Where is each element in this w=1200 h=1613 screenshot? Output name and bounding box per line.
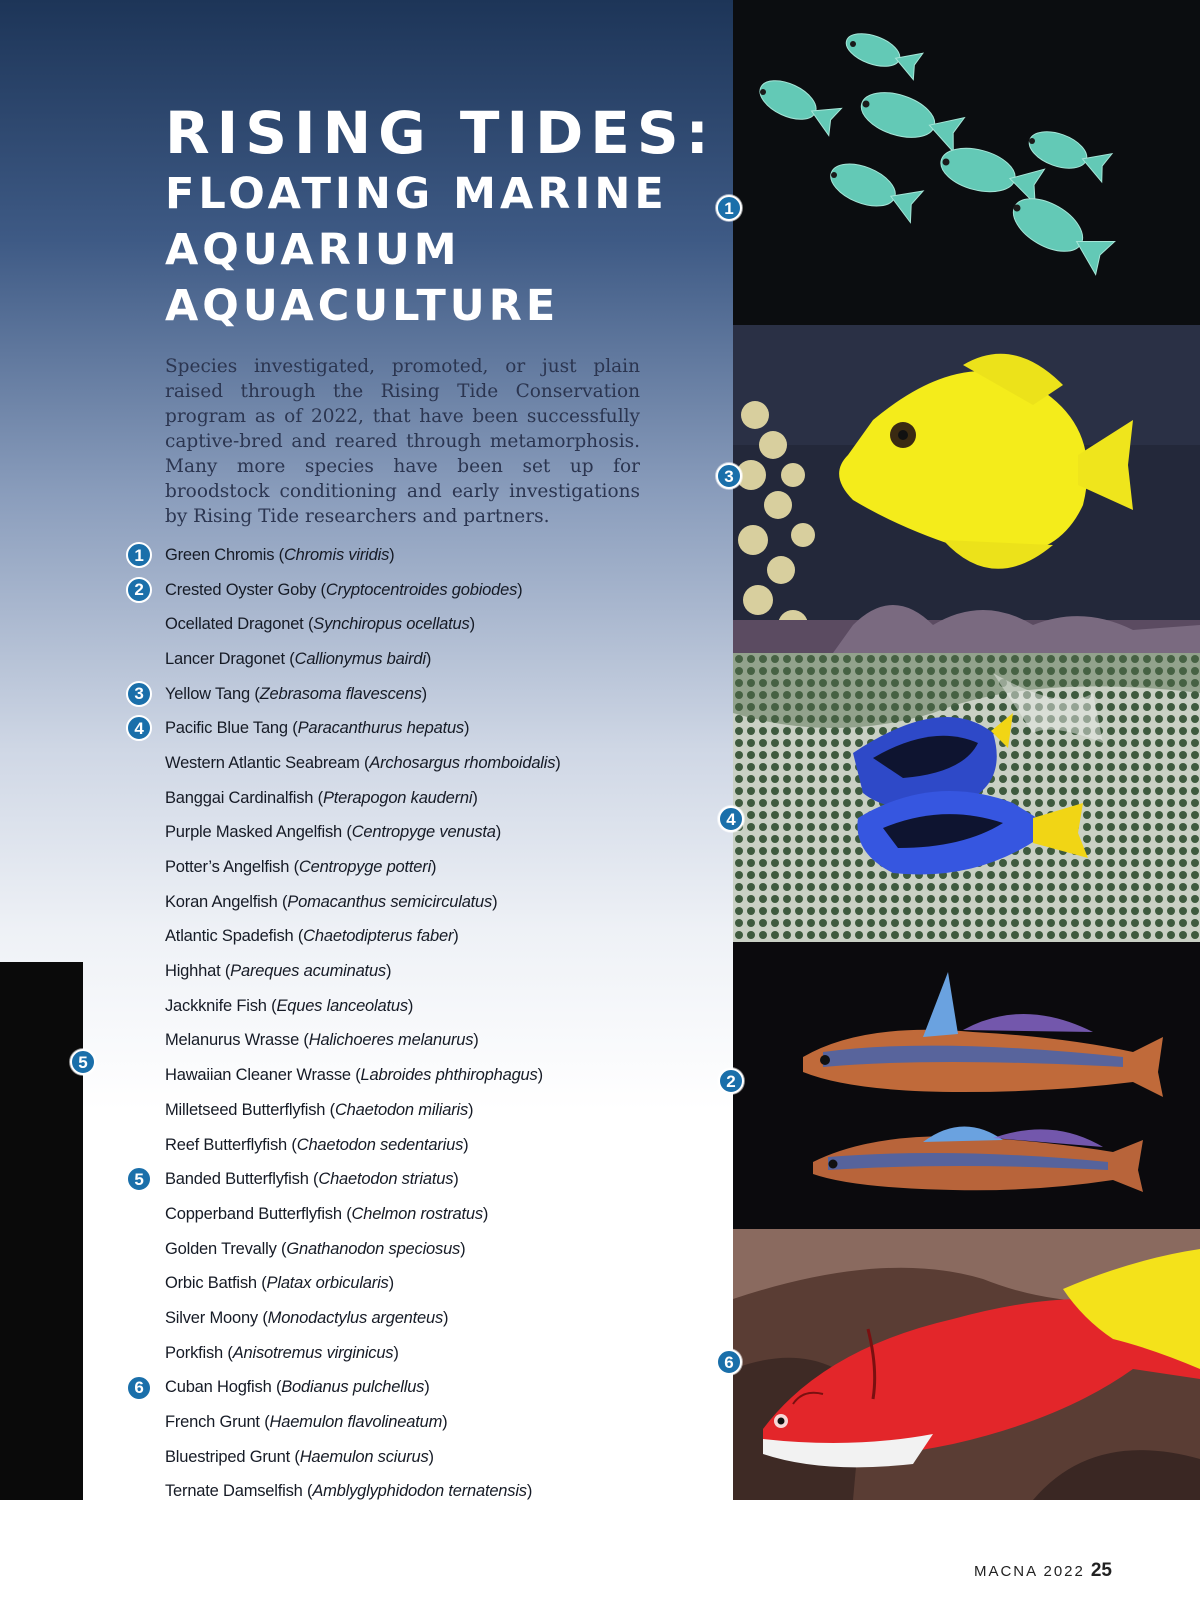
species-scientific-name: Centropyge venusta [351,823,496,842]
species-common-name: Cuban Hogfish [165,1378,272,1397]
species-item: Potter’s Angelfish ( Centropyge potteri ) [165,858,437,877]
species-item: Jackknife Fish ( Eques lanceolatus ) [165,996,414,1015]
publication-name: MACNA 2022 [973,1563,1085,1580]
species-item: Hawaiian Cleaner Wrasse ( Labroides phthirophagus ) [165,1066,543,1085]
species-scientific-name: Zebrasoma flavescens [259,684,422,703]
species-common-name: Porkfish [165,1343,224,1362]
species-scientific-name: Amblyglyphidodon ternatensis [312,1482,527,1501]
photo-badge-goby: 2 [718,1068,744,1094]
species-scientific-name: Chaetodon sedentarius [296,1135,464,1154]
species-scientific-name: Cryptocentroides gobiodes [325,580,518,599]
species-item: Atlantic Spadefish ( Chaetodipterus faber ) [165,927,459,946]
species-scientific-name: Labroides phthirophagus [360,1066,538,1085]
species-common-name: Green Chromis [165,545,275,564]
species-common-name: Pacific Blue Tang [165,719,288,738]
species-common-name: Koran Angelfish [165,892,278,911]
species-item: Koran Angelfish ( Pomacanthus semicirculatus ) [165,892,498,911]
species-scientific-name: Pterapogon kauderni [322,788,473,807]
species-scientific-name: Synchiropus ocellatus [313,615,470,634]
species-scientific-name: Gnathanodon speciosus [286,1239,461,1258]
photo-badge-blue-tang: 4 [718,806,744,832]
species-common-name: Western Atlantic Seabream [165,753,360,772]
species-item: 4 Pacific Blue Tang ( Paracanthurus hepatus ) [126,711,561,746]
species-item: Bluestriped Grunt ( Haemulon sciurus ) [165,1447,434,1466]
species-scientific-name: Chaetodipterus faber [303,927,454,946]
species-common-name: Jackknife Fish [165,996,267,1015]
species-common-name: Hawaiian Cleaner Wrasse [165,1066,351,1085]
species-scientific-name: Centropyge potteri [298,858,432,877]
species-item: 6 Cuban Hogfish ( Bodianus pulchellus ) [126,1371,561,1406]
species-scientific-name: Anisotremus virginicus [232,1343,394,1362]
species-common-name: Milletseed Butterflyfish [165,1100,326,1119]
species-scientific-name: Platax orbicularis [266,1274,389,1293]
article-title: RISING TIDES: [165,99,716,167]
species-number-badge: 6 [126,1375,152,1401]
species-item: 1 Green Chromis ( Chromis viridis ) [126,538,561,573]
species-common-name: Purple Masked Angelfish [165,823,343,842]
species-item: 5 Banded Butterflyfish ( Chaetodon striatus ) [126,1162,561,1197]
species-common-name: Atlantic Spadefish [165,927,294,946]
species-item: 3 Yellow Tang ( Zebrasoma flavescens ) [126,677,561,712]
species-scientific-name: Pomacanthus semicirculatus [287,892,493,911]
species-item: Milletseed Butterflyfish ( Chaetodon miliaris ) [165,1100,474,1119]
species-item: Reef Butterflyfish ( Chaetodon sedentarius ) [165,1135,469,1154]
species-item: Golden Trevally ( Gnathanodon speciosus ) [165,1239,466,1258]
blue-tang-photo [733,653,1200,942]
species-item: Ocellated Dragonet ( Synchiropus ocellatus ) [165,615,475,634]
species-common-name: French Grunt [165,1413,260,1432]
species-item: Purple Masked Angelfish ( Centropyge venusta ) [165,823,502,842]
species-item: Lancer Dragonet ( Callionymus bairdi ) [165,649,432,668]
species-scientific-name: Eques lanceolatus [276,996,408,1015]
species-scientific-name: Paracanthurus hepatus [297,719,464,738]
intro-paragraph: Species investigated, promoted, or just plain raised through the Rising Tide Conservation program as of 2022, that have been successfully captive-bred and reared through metamorphosis. Many more species have been set up for broodstock conditioning and early investigations by Rising Tide researchers and partners. [165,356,640,527]
species-common-name: Potter’s Angelfish [165,858,290,877]
species-common-name: Banggai Cardinalfish [165,788,314,807]
butterflyfish-photo-edge [0,962,83,1500]
green-chromis-photo [733,0,1200,325]
species-common-name: Crested Oyster Goby [165,580,317,599]
page-footer [974,1560,1112,1582]
species-scientific-name: Chaetodon striatus [318,1170,454,1189]
species-scientific-name: Chaetodon miliaris [334,1100,469,1119]
species-item: Western Atlantic Seabream ( Archosargus rhomboidalis ) [165,753,561,772]
species-scientific-name: Pareques acuminatus [230,962,386,981]
species-common-name: Copperband Butterflyfish [165,1204,342,1223]
species-item: Silver Moony ( Monodactylus argenteus ) [165,1308,449,1327]
hogfish-photo [733,1229,1200,1500]
article-subtitle: FLOATING MARINE AQUARIUM AQUACULTURE [165,169,668,331]
species-item: Banggai Cardinalfish ( Pterapogon kauderni ) [165,788,478,807]
species-list [126,538,561,1509]
species-common-name: Orbic Batfish [165,1274,257,1293]
page-number: 25 [1090,1560,1112,1581]
species-item: Highhat ( Pareques acuminatus ) [165,962,392,981]
goby-photo [733,942,1200,1229]
species-scientific-name: Halichoeres melanurus [308,1031,474,1050]
species-scientific-name: Callionymus bairdi [294,649,426,668]
species-number-badge: 3 [126,681,152,707]
photo-badge-green-chromis: 1 [716,195,742,221]
species-common-name: Ocellated Dragonet [165,615,304,634]
species-scientific-name: Monodactylus argenteus [267,1308,444,1327]
species-scientific-name: Haemulon sciurus [299,1447,429,1466]
species-item: Ternate Damselfish ( Amblyglyphidodon ternatensis ) [165,1482,533,1501]
species-common-name: Reef Butterflyfish [165,1135,288,1154]
species-common-name: Bluestriped Grunt [165,1447,290,1466]
species-common-name: Highhat [165,962,221,981]
species-scientific-name: Haemulon flavolineatum [269,1413,443,1432]
species-common-name: Melanurus Wrasse [165,1031,300,1050]
species-common-name: Lancer Dragonet [165,649,285,668]
species-item: Orbic Batfish ( Platax orbicularis ) [165,1274,394,1293]
species-common-name: Ternate Damselfish [165,1482,303,1501]
species-number-badge: 4 [126,715,152,741]
species-common-name: Golden Trevally [165,1239,277,1258]
photo-badge-hogfish: 6 [716,1349,742,1375]
yellow-tang-photo [733,325,1200,653]
species-item: 2 Crested Oyster Goby ( Cryptocentroides gobiodes ) [126,573,561,608]
species-item: Melanurus Wrasse ( Halichoeres melanurus ) [165,1031,479,1050]
species-scientific-name: Chelmon rostratus [351,1204,483,1223]
species-number-badge: 2 [126,577,152,603]
species-common-name: Banded Butterflyfish [165,1170,309,1189]
species-number-badge: 5 [126,1166,152,1192]
species-scientific-name: Archosargus rhomboidalis [369,753,556,772]
species-item: Copperband Butterflyfish ( Chelmon rostratus ) [165,1204,489,1223]
species-item: French Grunt ( Haemulon flavolineatum ) [165,1413,448,1432]
photo-badge-butterflyfish: 5 [70,1049,96,1075]
species-common-name: Yellow Tang [165,684,250,703]
species-common-name: Silver Moony [165,1308,258,1327]
photo-badge-yellow-tang: 3 [716,463,742,489]
species-scientific-name: Chromis viridis [283,545,390,564]
species-item: Porkfish ( Anisotremus virginicus ) [165,1343,399,1362]
species-scientific-name: Bodianus pulchellus [281,1378,425,1397]
species-number-badge: 1 [126,542,152,568]
